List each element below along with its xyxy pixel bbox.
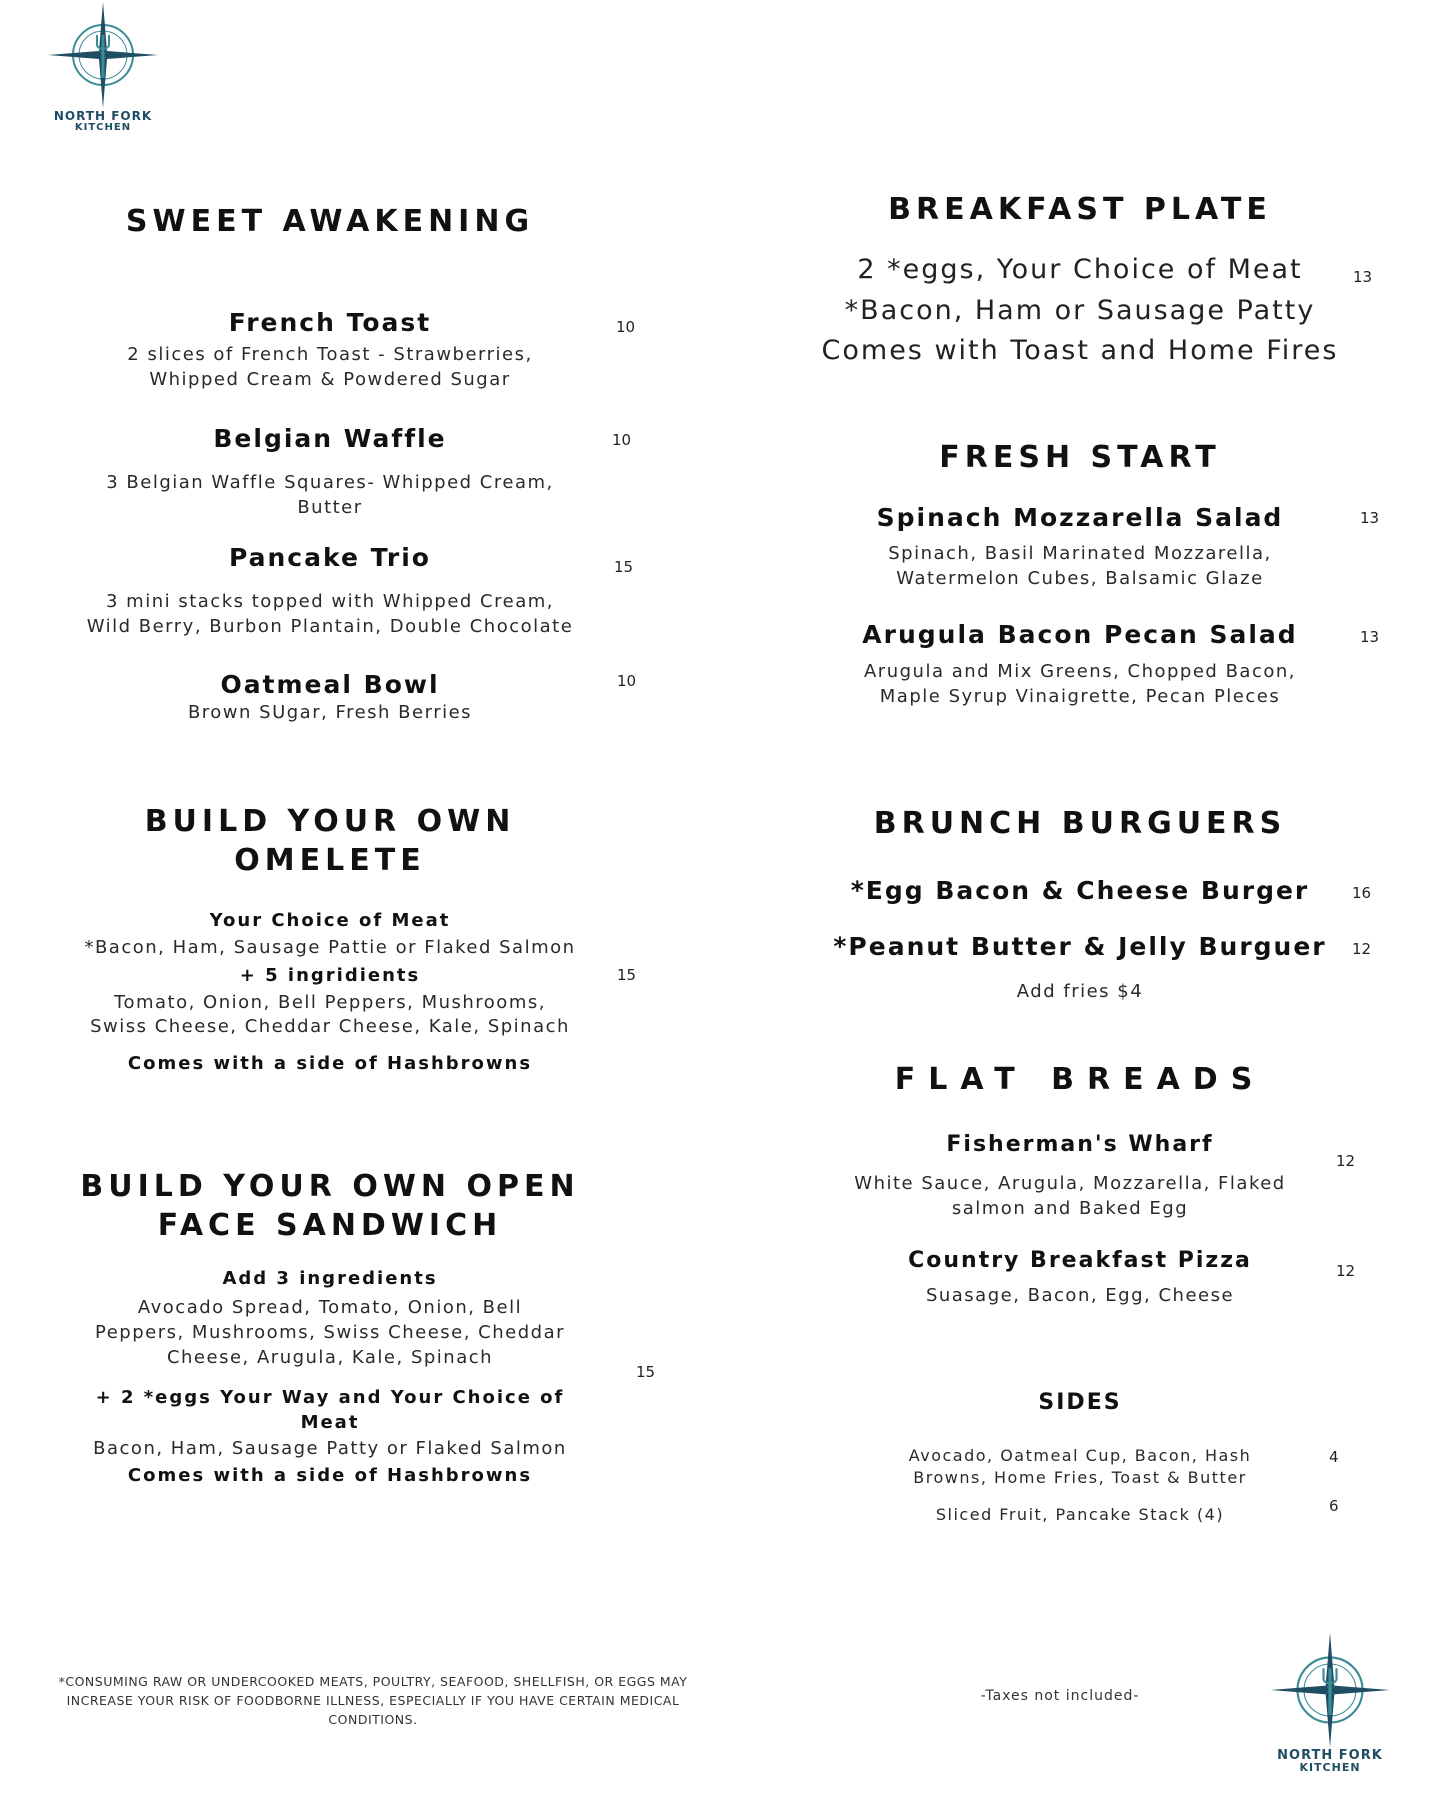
- pancake-trio-desc: 3 mini stacks topped with Whipped Cream, Wild Berry, Burbon Plantain, Double Chocolate: [86, 591, 574, 637]
- logo-top: [28, 0, 178, 150]
- omelete-title-line1: BUILD YOUR OWN: [144, 804, 516, 839]
- compass-fork-logo-icon: [1265, 1630, 1395, 1750]
- sides-item1-price: 4: [1329, 1448, 1339, 1466]
- pbj-burger-name: *Peanut Butter & Jelly Burguer: [833, 932, 1327, 961]
- country-pizza-desc: Suasage, Bacon, Egg, Cheese: [925, 1285, 1235, 1306]
- spinach-salad-desc: Spinach, Basil Marinated Mozzarella, Watermelon Cubes, Balsamic Glaze: [888, 543, 1272, 589]
- taxes-note: -Taxes not included-: [980, 1688, 1140, 1704]
- omelete-meat-options: *Bacon, Ham, Sausage Pattie or Flaked Salmon: [84, 937, 576, 958]
- omelete-ingredients-line2: Swiss Cheese, Cheddar Cheese, Kale, Spinach: [90, 1016, 570, 1037]
- french-toast-desc: 2 slices of French Toast - Strawberries, Whipped Cream & Powdered Sugar: [127, 344, 533, 390]
- arugula-salad-name: Arugula Bacon Pecan Salad: [862, 620, 1298, 649]
- omelete-meat-heading: Your Choice of Meat: [209, 910, 451, 931]
- pancake-trio-name: Pancake Trio: [228, 543, 431, 572]
- french-toast-price: 10: [616, 318, 636, 336]
- fishermans-wharf-price: 12: [1336, 1152, 1356, 1170]
- fishermans-wharf-desc: White Sauce, Arugula, Mozzarella, Flaked salmon and Baked Egg: [854, 1173, 1286, 1219]
- flat-breads-title: FLAT BREADS: [894, 1062, 1266, 1097]
- sides-item2-price: 6: [1329, 1497, 1339, 1515]
- compass-fork-logo-icon: [43, 0, 163, 110]
- spinach-salad-price: 13: [1360, 509, 1380, 527]
- arugula-salad-price: 13: [1360, 628, 1380, 646]
- fishermans-wharf-name: Fisherman's Wharf: [946, 1132, 1214, 1157]
- omelete-ingredients-line1: Tomato, Onion, Bell Peppers, Mushrooms,: [114, 992, 546, 1013]
- country-pizza-price: 12: [1336, 1262, 1356, 1280]
- breakfast-plate-line3: Comes with Toast and Home Fires: [821, 335, 1339, 366]
- omelete-title-line2: OMELETE: [234, 843, 426, 878]
- pbj-burger-price: 12: [1352, 940, 1372, 958]
- oatmeal-bowl-price: 10: [617, 672, 637, 690]
- sides-item2-desc: Sliced Fruit, Pancake Stack (4): [935, 1505, 1225, 1524]
- oatmeal-bowl-desc: Brown SUgar, Fresh Berries: [187, 702, 473, 723]
- logo-bottom-name-line1: NORTH FORK: [1277, 1748, 1383, 1763]
- belgian-waffle-price: 10: [612, 431, 632, 449]
- arugula-salad-desc: Arugula and Mix Greens, Chopped Bacon, Maple Syrup Vinaigrette, Pecan Pleces: [863, 661, 1296, 707]
- country-pizza-name: Country Breakfast Pizza: [908, 1248, 1252, 1273]
- breakfast-plate-line1: 2 *eggs, Your Choice of Meat: [857, 254, 1303, 285]
- breakfast-plate-price: 13: [1353, 268, 1373, 286]
- egg-bacon-burger-price: 16: [1352, 884, 1372, 902]
- open-face-add-heading: Add 3 ingredients: [222, 1268, 438, 1289]
- logo-bottom-name-line2: KITCHEN: [1299, 1761, 1361, 1774]
- omelete-side: Comes with a side of Hashbrowns: [127, 1053, 533, 1074]
- belgian-waffle-desc: 3 Belgian Waffle Squares- Whipped Cream, Butter: [106, 472, 554, 518]
- sweet-awakening-title: SWEET AWAKENING: [125, 204, 535, 239]
- brunch-burgers-title: BRUNCH BURGUERS: [873, 806, 1287, 841]
- logo-bottom: [1250, 1630, 1410, 1799]
- open-face-add-options: Avocado Spread, Tomato, Onion, Bell Peppers, Mushrooms, Swiss Cheese, Cheddar Cheese, Arugula, Kale, Spinach: [94, 1297, 566, 1368]
- open-face-title-line1: BUILD YOUR OWN OPEN: [80, 1169, 580, 1204]
- logo-name-line1: NORTH FORK: [53, 109, 153, 123]
- breakfast-plate-title: BREAKFAST PLATE: [888, 192, 1272, 227]
- sides-title: SIDES: [1038, 1390, 1122, 1415]
- breakfast-plate-line2: *Bacon, Ham or Sausage Patty: [844, 295, 1316, 326]
- open-face-title-line2: FACE SANDWICH: [157, 1208, 503, 1243]
- omelete-ingredients-heading: + 5 ingridients: [239, 965, 421, 986]
- fresh-start-title: FRESH START: [939, 440, 1221, 475]
- egg-bacon-burger-name: *Egg Bacon & Cheese Burger: [850, 876, 1310, 905]
- open-face-price: 15: [636, 1363, 656, 1381]
- spinach-salad-name: Spinach Mozzarella Salad: [876, 503, 1284, 532]
- french-toast-name: French Toast: [228, 308, 432, 337]
- open-face-meat-options: Bacon, Ham, Sausage Patty or Flaked Salmon: [93, 1438, 567, 1459]
- open-face-eggs-heading: + 2 *eggs Your Way and Your Choice of Meat: [95, 1387, 565, 1433]
- raw-food-disclaimer: *CONSUMING RAW OR UNDERCOOKED MEATS, POULTRY, SEAFOOD, SHELLFISH, OR EGGS MAY INCREASE YOUR RISK OF FOODBORNE ILLNESS, ESPECIALLY IF YOU HAVE CERTAIN MEDICAL CONDITIONS.: [58, 1674, 688, 1727]
- logo-name-line2: KITCHEN: [74, 122, 132, 133]
- add-fries-note: Add fries $4: [1016, 981, 1144, 1002]
- sides-item1-desc: Avocado, Oatmeal Cup, Bacon, Hash Browns, Home Fries, Toast & Butter: [908, 1446, 1252, 1487]
- belgian-waffle-name: Belgian Waffle: [213, 424, 447, 453]
- oatmeal-bowl-name: Oatmeal Bowl: [220, 670, 440, 699]
- pancake-trio-price: 15: [614, 558, 634, 576]
- omelete-price: 15: [617, 966, 637, 984]
- open-face-side: Comes with a side of Hashbrowns: [127, 1465, 533, 1486]
